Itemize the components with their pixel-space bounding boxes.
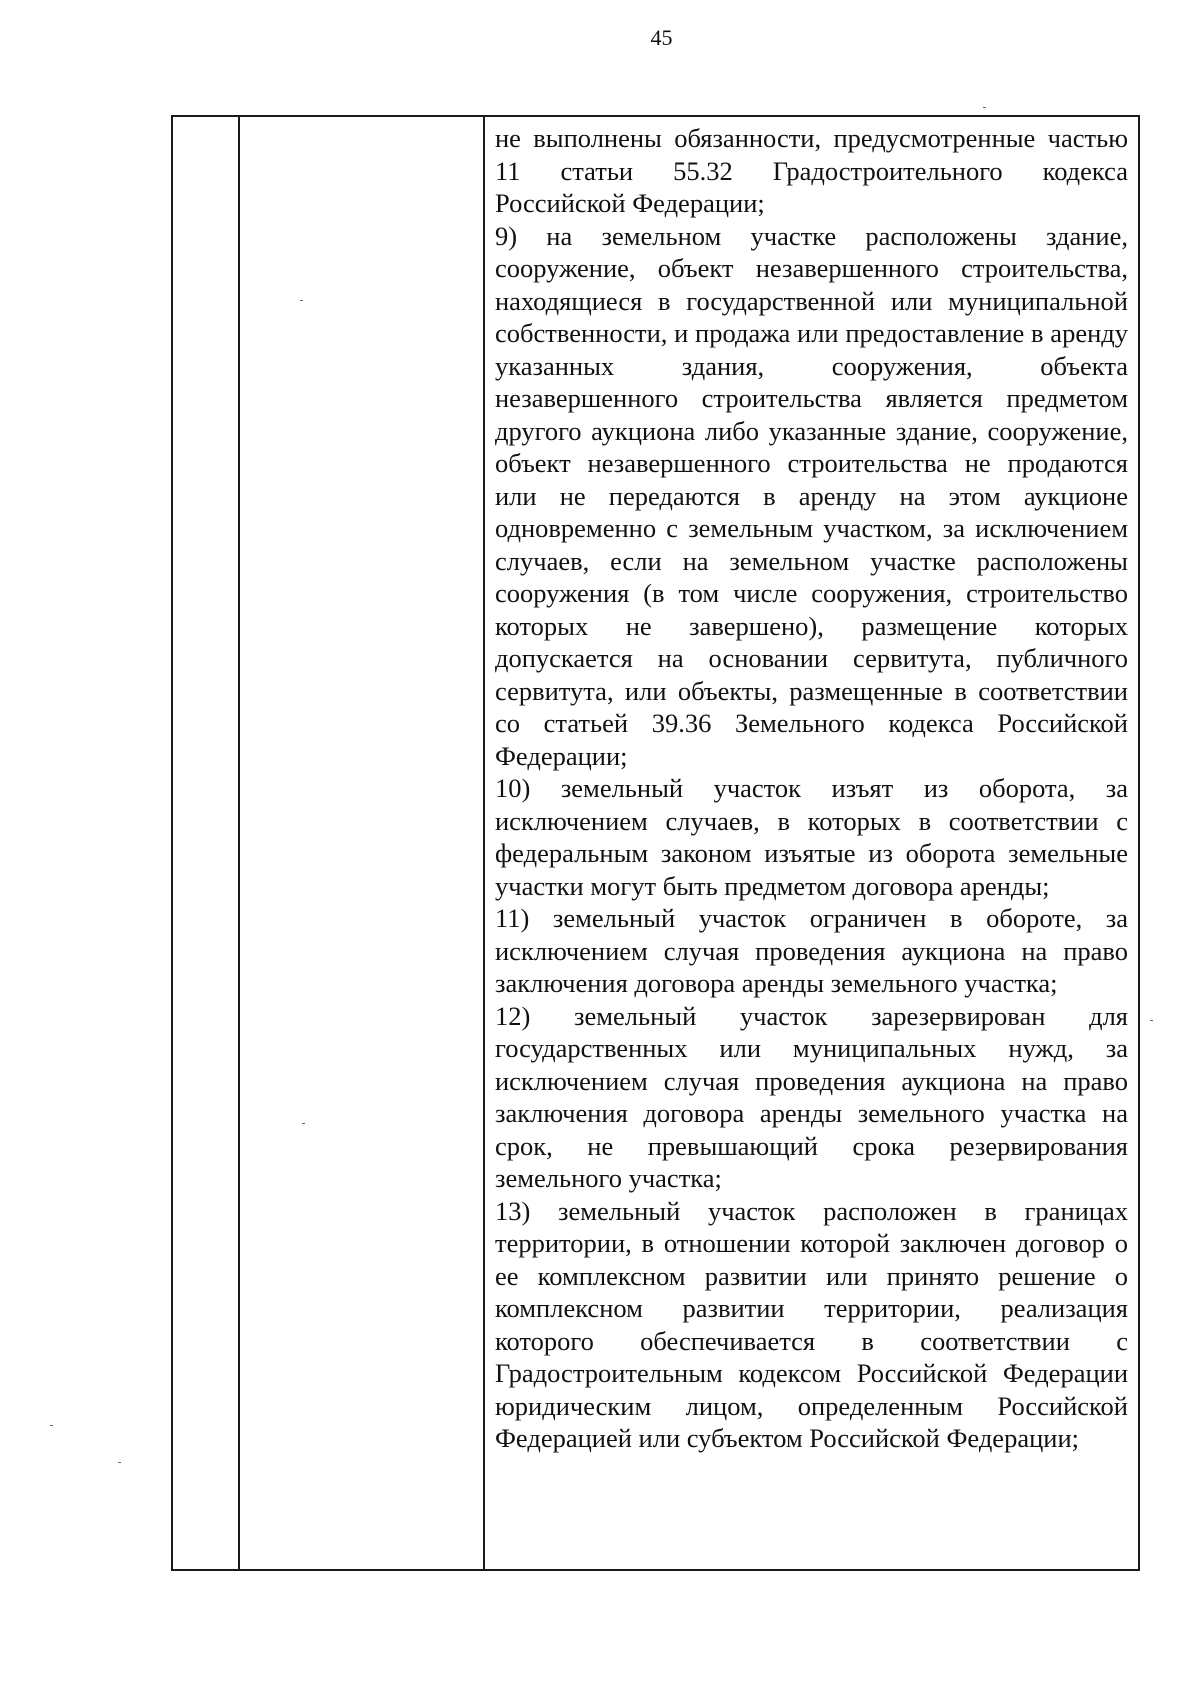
page-number: 45	[650, 25, 673, 50]
scan-speck	[302, 1123, 305, 1124]
scan-speck	[50, 1425, 53, 1426]
scan-speck	[118, 1462, 121, 1463]
paragraph-item-13: 13) земельный участок расположен в границах территории, в отношении которой заключен договор о ее комплексном развитии или принято решение о комплексном развитии территории, реализация которого обеспечивается в соответствии с Градостроительным кодексом Российской Федерации юридическим лицом, определенным Российской Федерацией или субъектом Российской Федерации;	[495, 1195, 1128, 1453]
scan-speck	[300, 300, 303, 301]
paragraph-continuation: не выполнены обязанности, предусмотренные частью 11 статьи 55.32 Градостроительного кодекса Российской Федерации;	[495, 123, 1128, 218]
document-table	[171, 115, 1140, 1571]
table-column-divider-2	[483, 117, 485, 1569]
scan-speck	[983, 107, 986, 108]
paragraph-item-11: 11) земельный участок ограничен в обороте, за исключением случая проведения аукциона на право заключения договора аренды земельного участка;	[495, 903, 1128, 998]
paragraph-item-12: 12) земельный участок зарезервирован для государственных или муниципальных нужд, за исключением случая проведения аукциона на право заключения договора аренды земельного участка на срок, не превышающий срока резервирования земельного участка;	[495, 1000, 1128, 1193]
table-column-divider-1	[238, 117, 240, 1569]
paragraph-item-10: 10) земельный участок изъят из оборота, за исключением случаев, в которых в соответствии с федеральным законом изъятые из оборота земельные участки могут быть предметом договора аренды;	[495, 773, 1128, 901]
paragraph-item-9: 9) на земельном участке расположены здание, сооружение, объект незавершенного строительства, находящиеся в государственной или муниципальной собственности, и продажа или предоставление в аренду указанных здания, сооружения, объекта незавершенного строительства является предметом другого аукциона либо указанные здание, сооружение, объект незавершенного строительства не продаются или не передаются в аренду на этом аукционе одновременно с земельным участком, за исключением случаев, если на земельном участке расположены сооружения (в том числе сооружения, строительство которых не завершено), размещение которых допускается на основании сервитута, публичного сервитута, или объекты, размещенные в соответствии со статьей 39.36 Земельного кодекса Российской Федерации;	[495, 220, 1128, 771]
table-cell-text	[495, 122, 1128, 1455]
scan-speck	[1150, 1020, 1153, 1021]
